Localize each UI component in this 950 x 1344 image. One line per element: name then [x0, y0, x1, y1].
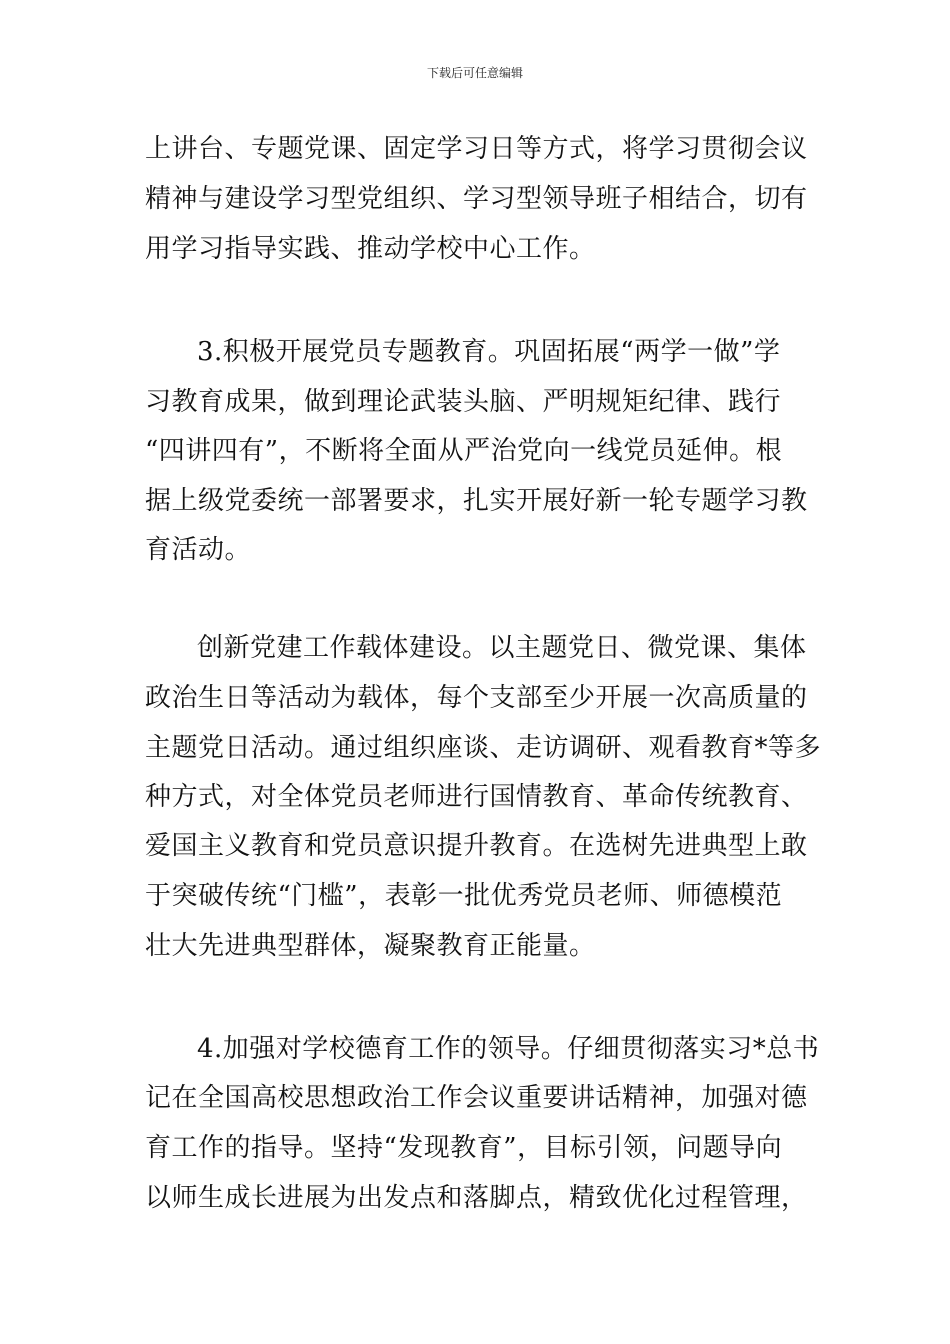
paragraph-3-line-7: 壮大先进典型群体，凝聚教育正能量。 — [145, 931, 596, 961]
paragraph-3-line-5: 爱国主义教育和党员意识提升教育。在选树先进典型上敢 — [145, 831, 808, 861]
paragraph-3-line-4: 种方式，对全体党员老师进行国情教育、革命传统教育、 — [145, 782, 808, 812]
page-header: 下载后可任意编辑 — [426, 66, 523, 80]
paragraph-1-line-2: 精神与建设学习型党组织、学习型领导班子相结合，切有 — [145, 184, 808, 214]
paragraph-2-line-3: “四讲四有”，不断将全面从严治党向一线党员延伸。根 — [145, 436, 783, 466]
paragraph-1-line-3: 用学习指导实践、推动学校中心工作。 — [145, 234, 596, 264]
paragraph-2-line-2: 习教育成果，做到理论武装头脑、严明规矩纪律、践行 — [145, 387, 782, 417]
paragraph-3-line-2: 政治生日等活动为载体，每个支部至少开展一次高质量的 — [145, 683, 808, 713]
paragraph-2-line-1: 3.积极开展党员专题教育。巩固拓展“两学一做”学 — [197, 337, 781, 367]
paragraph-4-line-4: 以师生成长进展为出发点和落脚点，精致优化过程管理， — [145, 1183, 808, 1213]
paragraph-3-line-6: 于突破传统“门槛”，表彰一批优秀党员老师、师德模范 — [145, 881, 783, 911]
paragraph-2-line-4: 据上级党委统一部署要求，扎实开展好新一轮专题学习教 — [145, 486, 808, 516]
paragraph-4-line-3: 育工作的指导。坚持“发现教育”，目标引领，问题导向 — [145, 1133, 783, 1163]
paragraph-3-line-3: 主题党日活动。通过组织座谈、走访调研、观看教育*等多 — [145, 733, 822, 763]
paragraph-1-line-1: 上讲台、专题党课、固定学习日等方式，将学习贯彻会议 — [145, 134, 808, 164]
paragraph-4-line-2: 记在全国高校思想政治工作会议重要讲话精神，加强对德 — [145, 1083, 808, 1113]
paragraph-2-line-5: 育活动。 — [145, 535, 252, 565]
paragraph-3-line-1: 创新党建工作载体建设。以主题党日、微党课、集体 — [197, 633, 807, 663]
paragraph-4-line-1: 4.加强对学校德育工作的领导。仔细贯彻落实习*总书 — [197, 1034, 820, 1064]
